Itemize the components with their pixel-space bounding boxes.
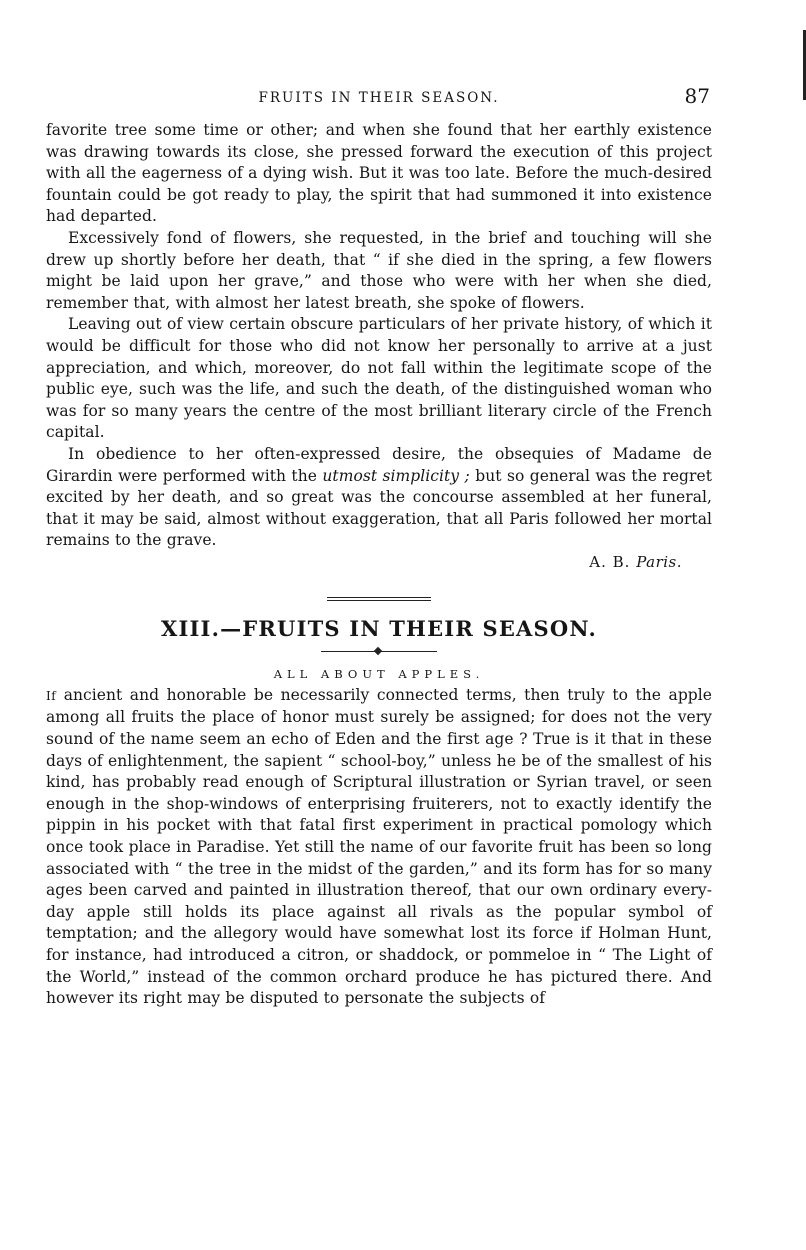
running-head <box>46 82 712 118</box>
paragraph-1: favorite tree some time or other; and when she found that her earthly existence was drawing towards its close, she pressed forward the execution of this project with all the eagerness of a dying wish. But it was too late. Before the much-desired fountain could be got ready to play, the spirit that had summoned it into existence had departed. <box>46 121 712 226</box>
section-subtitle: ALL ABOUT APPLES. <box>273 666 485 681</box>
title-ornament-rule <box>321 645 437 659</box>
book-page <box>46 82 712 1010</box>
author-signature <box>46 552 682 573</box>
section-divider <box>327 597 431 601</box>
page-number: 87 <box>684 84 710 108</box>
signature-initials: A. B. <box>589 552 637 571</box>
signature-place: Paris. <box>636 552 682 571</box>
paragraph-4 <box>46 444 712 552</box>
running-title: FRUITS IN THEIR SEASON. <box>258 90 500 106</box>
paragraph-2: Excessively fond of flowers, she requested, in the brief and touching will she drew up shortly before her death, that “ if she died in the spring, a few flowers might be laid upon her grave,” and those who were with her when she died, remember that, with almost her latest breath, she spoke of flowers. <box>46 228 712 312</box>
apples-paragraph-text: ancient and honorable be necessarily connected terms, then truly to the apple among all fruits the place of honor must surely be assigned; for does not the very sound of the name seem an echo of Eden and the first age ? True is it that in these days of enlightenment, the sapient “ school-boy,” unless he be of the smallest of his kind, has probably read enough of Scriptural illustration or Syrian travel, or seen enough in the shop-windows of enterprising fruiterers, not to exactly identify the pippin in his pocket with that fatal first experiment in practical pomology which once took place in Paradise. Yet still the name of our favorite fruit has been so long associated with “ the tree in the midst of the garden,” and its form has for so many ages been carved and painted in illustration thereof, that our own ordinary every-day apple still holds its place against all rivals as the popular symbol of temptation; and the allegory would have somewhat lost its force if Holman Hunt, for instance, had introduced a citron, or shaddock, or pommeloe in “ The Light of the World,” instead of the common orchard produce he has pictured there. And however its right may be disputed to personate the subjects of <box>46 685 712 1008</box>
apples-paragraph <box>46 685 712 1010</box>
paragraph-4-text-b: but so general was the regret excited by her death, and so great was the concourse assembled at her funeral, that it may be said, almost without exaggeration, that all Paris followed her mortal remains to the grave. <box>46 466 712 550</box>
paragraph-4-emphasis: utmost simplicity ; <box>322 466 470 485</box>
diamond-ornament-icon <box>374 647 382 655</box>
paragraph-4-text-a: In obedience to her often-expressed desire, the obsequies of Madame de Girardin were performed with the <box>46 444 712 485</box>
opening-word: If <box>46 688 57 703</box>
paragraph-3: Leaving out of view certain obscure particulars of her private history, of which it would be difficult for those who did not know her personally to arrive at a just appreciation, and which, moreover, do not fall within the legitimate scope of the public eye, such was the life, and such the death, of the distinguished woman who was for so many years the centre of the most brilliant literary circle of the French capital. <box>46 315 712 442</box>
section-title: XIII.—FRUITS IN THEIR SEASON. <box>161 615 597 641</box>
